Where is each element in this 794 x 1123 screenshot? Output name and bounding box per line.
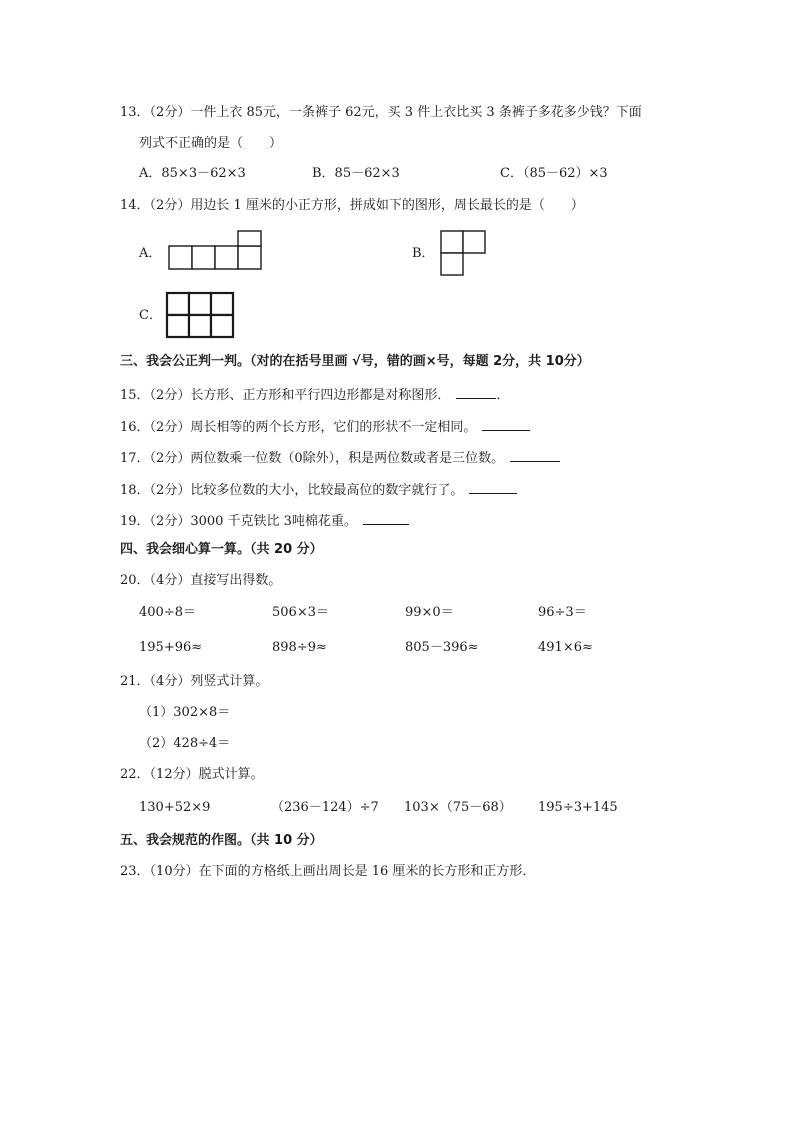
q15 xyxy=(120,386,509,402)
figure-b-cell xyxy=(463,231,485,253)
q14-figure-c xyxy=(164,291,238,339)
q21-item: （2）428÷4＝ xyxy=(139,736,231,751)
figure-a-cell xyxy=(238,231,261,246)
q17 xyxy=(120,449,560,465)
figure-c-cell xyxy=(167,293,189,315)
q16 xyxy=(120,418,530,434)
figure-b-cell xyxy=(441,231,463,253)
section4-title: 四、我会细心算一算。（共 20 分） xyxy=(120,542,323,557)
q23-text: 23．（10分）在下面的方格纸上画出周长是 16 厘米的长方形和正方形． xyxy=(120,864,536,879)
section3-title: 三、我会公正判一判。（对的在括号里画 √号，错的画×号，每题 2分，共 10分） xyxy=(120,354,590,369)
q19-answer-blank[interactable] xyxy=(363,512,409,525)
q22-item: （236－124）÷7 xyxy=(271,800,379,815)
section5-title: 五、我会规范的作图。（共 10 分） xyxy=(120,833,323,848)
q22-item: 103×（75－68） xyxy=(404,800,512,815)
q22-item: 130+52×9 xyxy=(139,800,211,815)
q15-text: 15．（2分）长方形、正方形和平行四边形都是对称图形． xyxy=(120,388,451,403)
q20-item: 400÷8＝ xyxy=(139,605,196,620)
q13-line2: 列式不正确的是（ ） xyxy=(139,136,283,151)
q21-text: 21．（4分）列竖式计算。 xyxy=(120,674,269,689)
q14-label-a: A． xyxy=(139,246,162,261)
q20-item: 99×0＝ xyxy=(405,605,454,620)
q14-text: 14．（2分）用边长 1 厘米的小正方形，拼成如下的图形，周长最长的是（ ） xyxy=(120,198,584,213)
q18-text: 18．（2分）比较多位数的大小，比较最高位的数字就行了。 xyxy=(120,483,464,498)
q13-option-c: C．（85－62）×3 xyxy=(500,166,608,181)
figure-a-cell xyxy=(238,246,261,269)
q22-item: 195÷3+145 xyxy=(538,800,618,815)
q18-answer-blank[interactable] xyxy=(469,481,517,494)
q14-label-c: C． xyxy=(139,308,162,323)
q14-figure-a xyxy=(165,230,265,274)
q18 xyxy=(120,481,517,497)
figure-c-cell xyxy=(167,315,189,337)
q20-item: 805－396≈ xyxy=(405,640,479,655)
figure-c-cell xyxy=(211,315,233,337)
figure-c-cell xyxy=(211,293,233,315)
q20-item: 96÷3＝ xyxy=(538,605,587,620)
q22-text: 22．（12分）脱式计算。 xyxy=(120,767,264,782)
q21-item: （1）302×8＝ xyxy=(139,705,231,720)
q16-answer-blank[interactable] xyxy=(482,418,530,431)
q19 xyxy=(120,512,409,528)
q20-item: 195+96≈ xyxy=(139,640,203,655)
figure-a-cell xyxy=(192,246,215,269)
q15-period: ． xyxy=(496,388,510,403)
q17-text: 17．（2分）两位数乘一位数（0除外），积是两位数或者是三位数。 xyxy=(120,451,505,466)
q16-text: 16．（2分）周长相等的两个长方形，它们的形状不一定相同。 xyxy=(120,420,477,435)
q20-item: 898÷9≈ xyxy=(272,640,327,655)
figure-c-cell xyxy=(189,293,211,315)
q14-label-b: B． xyxy=(412,246,435,261)
q13-option-a: A．85×3－62×3 xyxy=(139,166,246,181)
figure-a-cell xyxy=(169,246,192,269)
q20-item: 491×6≈ xyxy=(538,640,593,655)
figure-b-cell xyxy=(441,253,463,275)
q17-answer-blank[interactable] xyxy=(510,449,560,462)
q15-answer-blank[interactable] xyxy=(456,386,496,399)
q20-text: 20．（4分）直接写出得数。 xyxy=(120,573,282,588)
q14-figure-b xyxy=(437,229,489,277)
q13-option-b: B．85－62×3 xyxy=(312,166,400,181)
q20-item: 506×3＝ xyxy=(272,605,329,620)
q13-line1: 13．（2分）一件上衣 85元，一条裤子 62元，买 3 件上衣比买 3 条裤子多花多少钱？下面 xyxy=(120,105,642,120)
q19-text: 19．（2分）3000 千克铁比 3吨棉花重。 xyxy=(120,514,357,529)
figure-c-cell xyxy=(189,315,211,337)
figure-a-cell xyxy=(215,246,238,269)
